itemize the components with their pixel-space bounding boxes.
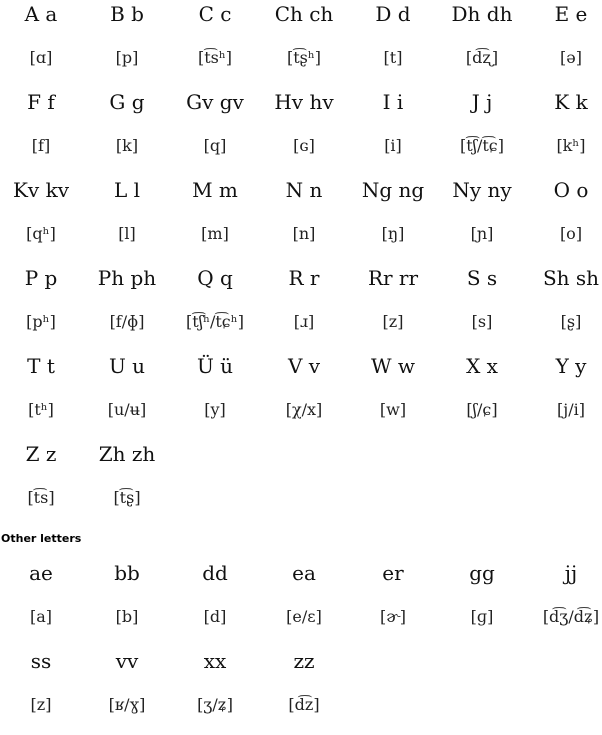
ipa-cell: [t͡ʂ] — [113, 488, 141, 507]
letter-cell: gg — [469, 561, 495, 585]
letter-cell: zz — [293, 649, 315, 673]
ipa-row — [0, 308, 602, 352]
letter-cell: W w — [370, 354, 416, 378]
letter-cell: Kv kv — [12, 178, 69, 202]
ipa-cell: [ɚ] — [380, 607, 406, 626]
letter-cell: X x — [466, 354, 498, 378]
letter-cell: R r — [288, 266, 320, 290]
letter-cell: Ph ph — [97, 266, 157, 290]
letter-cell: L l — [113, 178, 141, 202]
ipa-cell: [z] — [382, 312, 404, 331]
letter-cell: D d — [375, 2, 411, 26]
ipa-cell: [ʃ/ɕ] — [466, 400, 498, 419]
ipa-cell: [ʒ/ʑ] — [197, 695, 233, 714]
ipa-cell: [ŋ] — [381, 224, 405, 243]
letter-cell: Ng ng — [361, 178, 425, 202]
letter-row — [0, 176, 602, 220]
ipa-cell: [y] — [204, 400, 226, 419]
letter-cell: E e — [554, 2, 588, 26]
ipa-cell: [i] — [384, 136, 402, 155]
letter-row — [0, 352, 602, 396]
ipa-row — [0, 603, 602, 647]
letter-row — [0, 264, 602, 308]
ipa-cell: [t͡sʰ] — [197, 48, 233, 67]
ipa-cell: [t͡ʂʰ] — [286, 48, 322, 67]
ipa-row — [0, 220, 602, 264]
letter-cell: vv — [115, 649, 139, 673]
ipa-cell: [ʂ] — [560, 312, 582, 331]
letter-cell: U u — [108, 354, 146, 378]
letter-cell: O o — [553, 178, 589, 202]
letter-cell: ae — [29, 561, 53, 585]
ipa-cell: [j/i] — [557, 400, 585, 419]
letter-cell: F f — [27, 90, 55, 114]
ipa-cell: [pʰ] — [26, 312, 56, 331]
ipa-cell: [t͡s] — [27, 488, 55, 507]
ipa-cell: [z] — [30, 695, 52, 714]
letter-cell: A a — [24, 2, 58, 26]
ipa-cell: [d͡ʒ/d͡ʑ] — [542, 607, 600, 626]
ipa-cell: [t͡ʃ/t͡ɕ] — [459, 136, 505, 155]
letter-cell: N n — [285, 178, 323, 202]
ipa-cell: [ə] — [560, 48, 582, 67]
letter-cell: ss — [30, 649, 52, 673]
letter-cell: Zh zh — [98, 442, 156, 466]
ipa-row — [0, 691, 602, 735]
ipa-cell: [kʰ] — [556, 136, 586, 155]
ipa-cell: [d] — [203, 607, 227, 626]
ipa-cell: [f/ɸ] — [109, 312, 145, 331]
ipa-cell: [ɢ] — [293, 136, 315, 155]
letter-cell: Z z — [25, 442, 57, 466]
letter-cell: xx — [203, 649, 227, 673]
ipa-cell: [p] — [115, 48, 139, 67]
ipa-cell: [q] — [203, 136, 227, 155]
ipa-cell: [d͡z] — [288, 695, 320, 714]
ipa-row — [0, 44, 602, 88]
ipa-cell: [w] — [379, 400, 407, 419]
ipa-cell: [b] — [115, 607, 139, 626]
letter-cell: Sh sh — [542, 266, 600, 290]
other-letters-heading: Other letters — [1, 532, 82, 545]
ipa-cell: [ʁ/ɣ] — [108, 695, 146, 714]
ipa-row — [0, 132, 602, 176]
letter-cell: Rr rr — [367, 266, 419, 290]
ipa-cell: [ɡ] — [470, 607, 494, 626]
letter-row — [0, 88, 602, 132]
letter-cell: Ch ch — [274, 2, 334, 26]
ipa-cell: [a] — [29, 607, 53, 626]
ipa-row — [0, 484, 602, 528]
ipa-cell: [u/ʉ] — [107, 400, 147, 419]
ipa-cell: [ɑ] — [29, 48, 53, 67]
letter-row — [0, 647, 602, 691]
ipa-cell: [e/ɛ] — [286, 607, 322, 626]
ipa-cell: [tʰ] — [28, 400, 54, 419]
ipa-cell: [f] — [31, 136, 51, 155]
letter-cell: V v — [287, 354, 321, 378]
letter-cell: Hv hv — [274, 90, 334, 114]
letter-cell: er — [382, 561, 404, 585]
ipa-cell: [l] — [118, 224, 136, 243]
ipa-cell: [k] — [115, 136, 139, 155]
letter-cell: B b — [110, 2, 144, 26]
letter-cell: J j — [471, 90, 493, 114]
letter-cell: ea — [292, 561, 316, 585]
ipa-cell: [qʰ] — [26, 224, 56, 243]
letter-cell: M m — [192, 178, 238, 202]
letter-cell: Q q — [197, 266, 233, 290]
letter-cell: C c — [198, 2, 232, 26]
letter-cell: jj — [564, 561, 578, 585]
letter-cell: Gv gv — [186, 90, 244, 114]
letter-cell: K k — [554, 90, 588, 114]
ipa-cell: [t͡ʃʰ/t͡ɕʰ] — [186, 312, 244, 331]
letter-cell: Y y — [555, 354, 587, 378]
other-letters-table — [0, 559, 602, 735]
ipa-cell: [t] — [383, 48, 403, 67]
letter-cell: Ü ü — [196, 354, 234, 378]
letter-row — [0, 559, 602, 603]
ipa-cell: [o] — [559, 224, 583, 243]
letter-row — [0, 440, 602, 484]
ipa-cell: [m] — [201, 224, 229, 243]
ipa-cell: [ɲ] — [470, 224, 494, 243]
ipa-cell: [s] — [471, 312, 493, 331]
letter-cell: G g — [109, 90, 145, 114]
letter-cell: S s — [466, 266, 498, 290]
ipa-row — [0, 396, 602, 440]
letter-cell: I i — [382, 90, 404, 114]
ipa-cell: [d͡ʐ] — [465, 48, 499, 67]
letter-row — [0, 0, 602, 44]
letter-cell: T t — [27, 354, 55, 378]
ipa-cell: [ɹ] — [293, 312, 315, 331]
letter-cell: Dh dh — [451, 2, 513, 26]
letter-cell: P p — [24, 266, 58, 290]
letter-cell: bb — [114, 561, 140, 585]
ipa-cell: [χ/x] — [285, 400, 323, 419]
ipa-cell: [n] — [292, 224, 316, 243]
letter-cell: dd — [202, 561, 228, 585]
letter-cell: Ny ny — [452, 178, 512, 202]
